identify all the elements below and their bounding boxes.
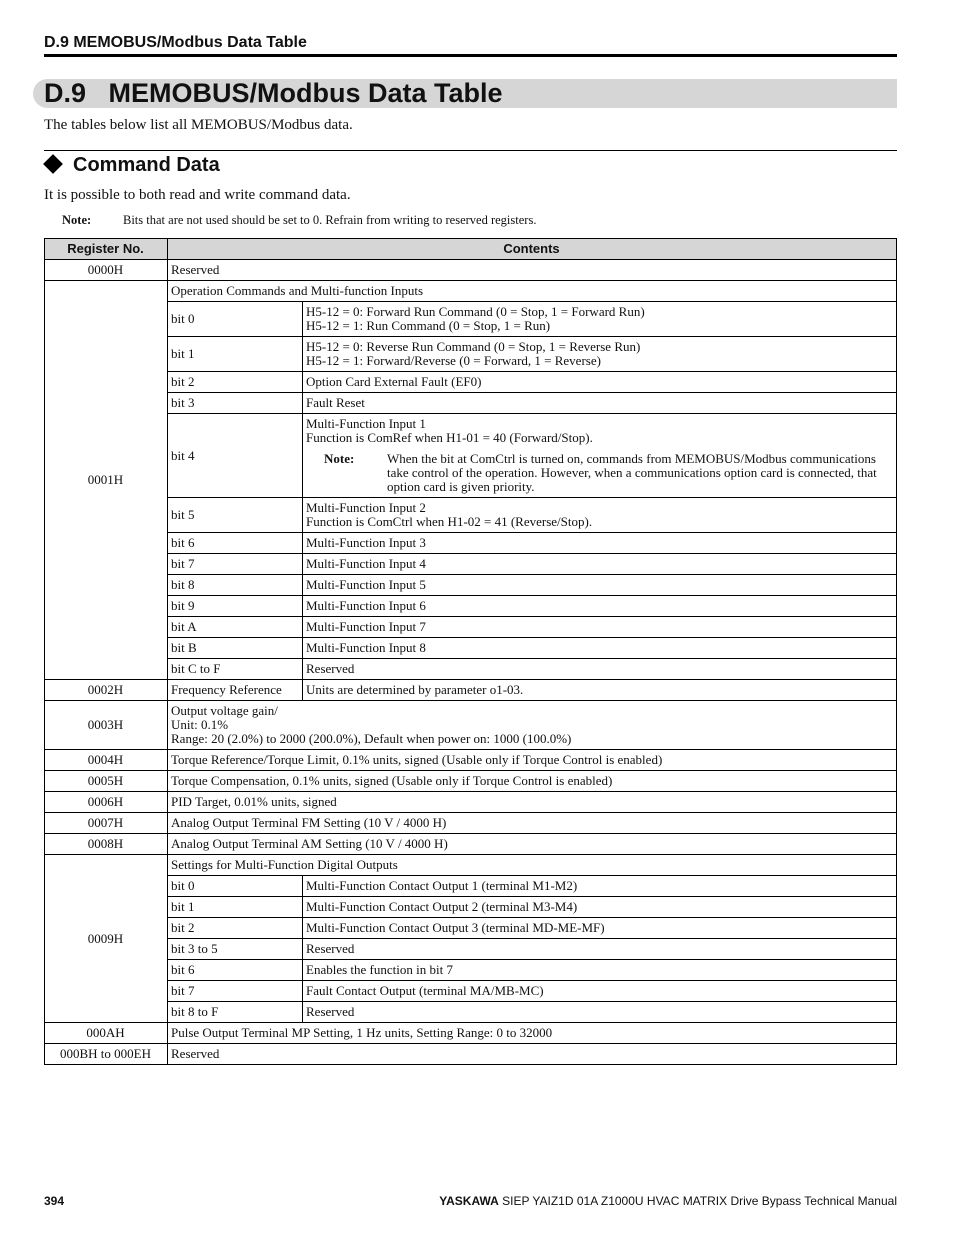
running-header: D.9 MEMOBUS/Modbus Data Table (44, 34, 307, 51)
bit-description-cell: Reserved (303, 939, 897, 960)
bit-description-cell: Reserved (303, 1002, 897, 1023)
contents-cell: Torque Reference/Torque Limit, 0.1% units, signed (Usable only if Torque Control is enabled) (168, 750, 897, 771)
table-row (45, 659, 897, 680)
bit-description-cell: Option Card External Fault (EF0) (303, 372, 897, 393)
description-line: H5-12 = 0: Forward Run Command (0 = Stop, 1 = Forward Run) (306, 304, 645, 319)
bit-description-cell (303, 498, 897, 533)
table-row (45, 918, 897, 939)
note-text: Bits that are not used should be set to 0. Refrain from writing to reserved registers. (123, 213, 537, 227)
bit-cell: bit 2 (168, 372, 303, 393)
register-cell: 0002H (45, 680, 168, 701)
table-row (45, 981, 897, 1002)
table-row (45, 834, 897, 855)
bit-cell: bit B (168, 638, 303, 659)
table-row (45, 1023, 897, 1044)
description-line: Output voltage gain/ (171, 703, 278, 718)
table-row (45, 876, 897, 897)
table-row (45, 897, 897, 918)
table-row (45, 1002, 897, 1023)
note (62, 213, 536, 228)
description-line: Range: 20 (2.0%) to 2000 (200.0%), Default when power on: 1000 (100.0%) (171, 731, 572, 746)
diamond-bullet-icon (43, 154, 63, 174)
header-register-no: Register No. (45, 239, 168, 260)
table-row (45, 771, 897, 792)
contents-cell: Analog Output Terminal AM Setting (10 V / 4000 H) (168, 834, 897, 855)
bit-description-cell (303, 302, 897, 337)
table-row (45, 638, 897, 659)
command-data-table (44, 238, 897, 1065)
bit-cell: bit 7 (168, 981, 303, 1002)
bit-description-cell: Multi-Function Contact Output 2 (terminal M3-M4) (303, 897, 897, 918)
bit-cell: bit 0 (168, 876, 303, 897)
section-title (44, 78, 503, 109)
bit-description-cell: Reserved (303, 659, 897, 680)
bit-cell: bit 9 (168, 596, 303, 617)
table-row (45, 260, 897, 281)
contents-cell: Units are determined by parameter o1-03. (303, 680, 897, 701)
bit-cell: bit 6 (168, 533, 303, 554)
bit-cell: bit 2 (168, 918, 303, 939)
register-cell: 000AH (45, 1023, 168, 1044)
subsection-title: Command Data (73, 154, 220, 176)
inline-note (324, 452, 892, 494)
register-cell: 0003H (45, 701, 168, 750)
manual-title: SIEP YAIZ1D 01A Z1000U HVAC MATRIX Drive Bypass Technical Manual (502, 1194, 897, 1208)
bit-description-cell: Enables the function in bit 7 (303, 960, 897, 981)
bit-description-cell: Fault Reset (303, 393, 897, 414)
table-row (45, 701, 897, 750)
bit-description-cell: Multi-Function Input 7 (303, 617, 897, 638)
inline-note-label: Note: (324, 451, 355, 466)
contents-cell: Analog Output Terminal FM Setting (10 V / 4000 H) (168, 813, 897, 834)
bit-cell: bit C to F (168, 659, 303, 680)
contents-label-cell: Frequency Reference (168, 680, 303, 701)
table-row (45, 680, 897, 701)
register-cell: 0004H (45, 750, 168, 771)
section-title-text: MEMOBUS/Modbus Data Table (108, 78, 503, 108)
register-cell: 0000H (45, 260, 168, 281)
subsection-rule (44, 150, 897, 151)
bit-description-cell: Multi-Function Contact Output 3 (terminal MD-ME-MF) (303, 918, 897, 939)
note-label: Note: (62, 213, 92, 227)
description-line: Multi-Function Input 1 (306, 416, 426, 431)
bit-description-cell: Fault Contact Output (terminal MA/MB-MC) (303, 981, 897, 1002)
table-row (45, 533, 897, 554)
table-row (45, 596, 897, 617)
register-cell: 0008H (45, 834, 168, 855)
contents-cell: Operation Commands and Multi-function Inputs (168, 281, 897, 302)
table-row (45, 281, 897, 302)
bit-description-cell: Multi-Function Input 6 (303, 596, 897, 617)
bit-cell: bit 7 (168, 554, 303, 575)
contents-cell (168, 701, 897, 750)
intro-text: The tables below list all MEMOBUS/Modbus data. (44, 117, 353, 133)
bit-cell: bit 8 (168, 575, 303, 596)
bit-description-cell: Multi-Function Input 4 (303, 554, 897, 575)
contents-cell: Reserved (168, 1044, 897, 1065)
table-row (45, 750, 897, 771)
bit-cell: bit 5 (168, 498, 303, 533)
table-row (45, 575, 897, 596)
bit-description-cell (303, 414, 897, 498)
table-row (45, 554, 897, 575)
bit-description-cell: Multi-Function Input 5 (303, 575, 897, 596)
table-row (45, 372, 897, 393)
bit-cell: bit 0 (168, 302, 303, 337)
page-number: 394 (44, 1194, 65, 1208)
brand-name: YASKAWA (439, 1194, 499, 1208)
description-line: H5-12 = 1: Forward/Reverse (0 = Forward, 1 = Reverse) (306, 353, 601, 368)
register-cell: 0009H (45, 855, 168, 1023)
header-rule (44, 54, 897, 57)
table-row (45, 960, 897, 981)
bit-description-cell: Multi-Function Contact Output 1 (terminal M1-M2) (303, 876, 897, 897)
command-data-paragraph: It is possible to both read and write command data. (44, 187, 351, 203)
bit-cell: bit 3 (168, 393, 303, 414)
bit-cell: bit 8 to F (168, 1002, 303, 1023)
table-row (45, 498, 897, 533)
bit-cell: bit 4 (168, 414, 303, 498)
description-line: H5-12 = 1: Run Command (0 = Stop, 1 = Run) (306, 318, 551, 333)
table-row (45, 393, 897, 414)
table-row (45, 855, 897, 876)
contents-cell: Torque Compensation, 0.1% units, signed (Usable only if Torque Control is enabled) (168, 771, 897, 792)
contents-cell: Settings for Multi-Function Digital Outputs (168, 855, 897, 876)
table-row (45, 337, 897, 372)
bit-cell: bit 3 to 5 (168, 939, 303, 960)
bit-description-cell: Multi-Function Input 8 (303, 638, 897, 659)
description-line: Function is ComRef when H1-01 = 40 (Forward/Stop). (306, 430, 593, 445)
register-cell: 0005H (45, 771, 168, 792)
table-row (45, 414, 897, 498)
bit-cell: bit 1 (168, 337, 303, 372)
header-contents: Contents (168, 239, 897, 260)
inline-note-text: When the bit at ComCtrl is turned on, commands from MEMOBUS/Modbus communications take control of the operation. However, when a communications option card is connected, that option card is given priority. (387, 451, 877, 494)
bit-description-cell: Multi-Function Input 3 (303, 533, 897, 554)
footer-manual-title (439, 1194, 897, 1208)
table-header-row (45, 239, 897, 260)
table-row (45, 939, 897, 960)
table-row (45, 617, 897, 638)
register-cell: 0007H (45, 813, 168, 834)
description-line: H5-12 = 0: Reverse Run Command (0 = Stop, 1 = Reverse Run) (306, 339, 641, 354)
register-cell: 0001H (45, 281, 168, 680)
contents-cell: Reserved (168, 260, 897, 281)
description-line: Function is ComCtrl when H1-02 = 41 (Reverse/Stop). (306, 514, 593, 529)
table-row (45, 302, 897, 337)
table-row (45, 1044, 897, 1065)
table-row (45, 813, 897, 834)
table-row (45, 792, 897, 813)
description-line: Multi-Function Input 2 (306, 500, 426, 515)
bit-cell: bit 6 (168, 960, 303, 981)
contents-cell: Pulse Output Terminal MP Setting, 1 Hz units, Setting Range: 0 to 32000 (168, 1023, 897, 1044)
register-cell: 0006H (45, 792, 168, 813)
description-line: Unit: 0.1% (171, 717, 229, 732)
contents-cell: PID Target, 0.01% units, signed (168, 792, 897, 813)
bit-cell: bit 1 (168, 897, 303, 918)
bit-cell: bit A (168, 617, 303, 638)
register-cell: 000BH to 000EH (45, 1044, 168, 1065)
section-number: D.9 (44, 78, 87, 108)
bit-description-cell (303, 337, 897, 372)
